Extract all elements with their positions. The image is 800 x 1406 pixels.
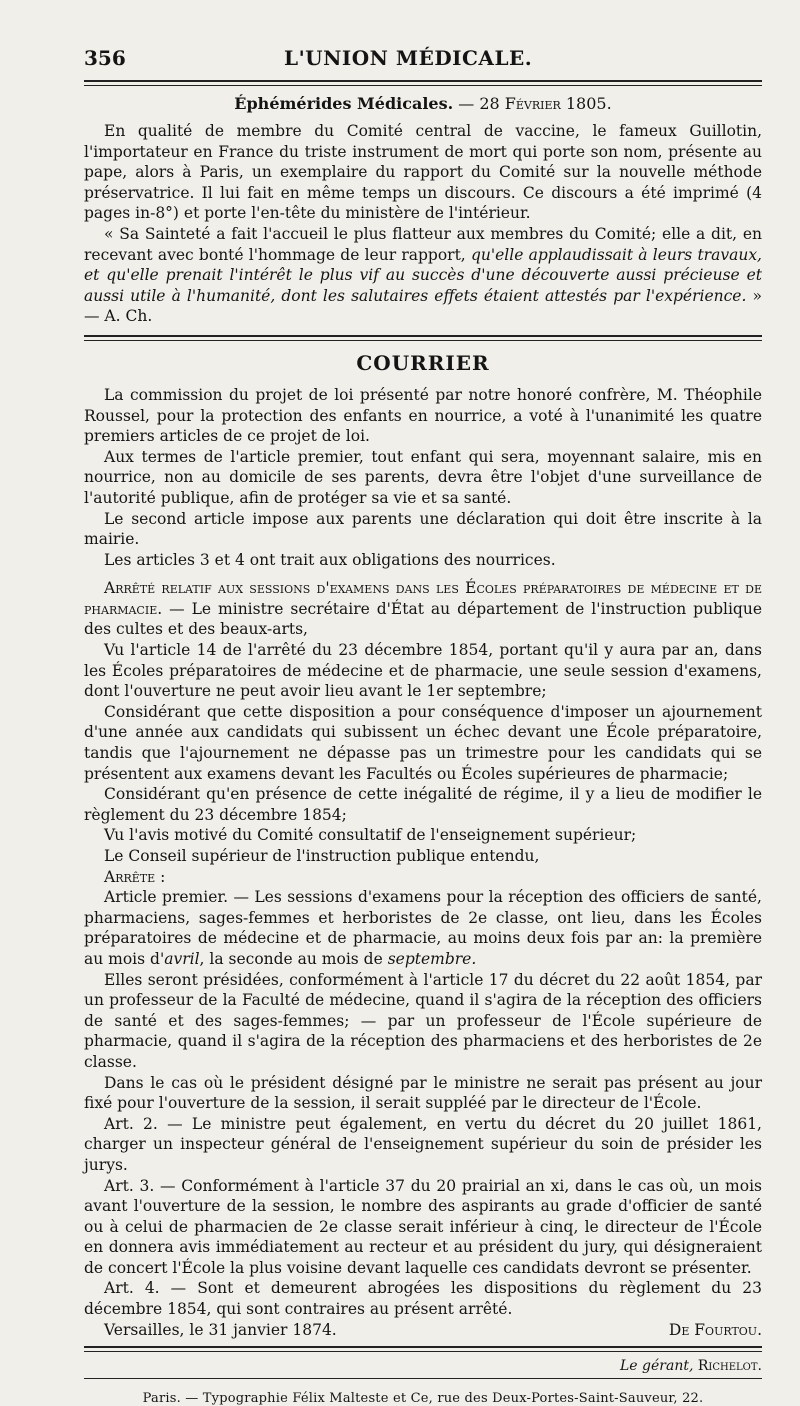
arrete-intro	[84, 578, 762, 640]
article-4: Art. 4. — Sont et demeurent abrogées les dispositions du règlement du 23 décembre 1854, qui sont contraires au présent arrêté.	[84, 1279, 762, 1319]
ephemerides-quote-start: « Sa Sainteté a fait l'accueil le plus flatteur aux membres du Comité; elle a dit, en recevant avec bonté l'hommage de leur rapport,	[84, 224, 762, 264]
header-rule	[84, 80, 762, 82]
arrete-heading: Arrêté relatif aux sessions d'examens dans les Écoles préparatoires de médecine et de pharmacie.	[84, 579, 762, 618]
courrier-paragraph-1: La commission du projet de loi présenté par notre honoré confrère, M. Théophile Roussel, pour la protection des enfants en nourrice, a voté à l'unanimité les quatre premiers articles de ce projet de loi.	[84, 385, 762, 446]
article-1-paragraph-2: Elles seront présidées, conformément à l'article 17 du décret du 22 août 1854, par un professeur de la Faculté de médecine, quand il s'agira de la réception des officiers de santé et des sages-femmes; — par un professeur de l'École supérieure de pharmacie, quand il s'agira de la réception des pharmaciens et des herboristes de 2e classe.	[84, 970, 762, 1071]
article-1-paragraph-3: Dans le cas où le président désigné par le ministre ne serait pas présent au jour fixé pour l'ouverture de la session, il serait suppléé par le directeur de l'École.	[84, 1073, 762, 1113]
place-date: Versailles, le 31 janvier 1874.	[104, 1320, 337, 1339]
page-number: 356	[84, 46, 126, 70]
arrete-vu-1: Vu l'article 14 de l'arrêté du 23 décembre 1854, portant qu'il y aura par an, dans les Écoles préparatoires de médecine et de pharmacie, une seule session d'examens, dont l'ouverture ne peut avoir lieu avant le 1er septembre;	[84, 641, 762, 701]
footer-divider	[84, 1346, 762, 1352]
article-1-text: Article premier. — Les sessions d'examens pour la réception des officiers de santé, pharmaciens, sages-femmes et herboristes de 2e classe, ont lieu, dans les Écoles préparatoires de médecine et de pharmacie, au moins deux fois par an: la première au mois d'	[84, 888, 762, 968]
article-1-month-2: septembre.	[387, 949, 477, 968]
footer-rule	[84, 1378, 762, 1379]
article-1-text-mid: , la seconde au mois de	[199, 949, 388, 968]
arrete-considerant-1: Considérant que cette disposition a pour conséquence d'imposer un ajournement d'une année aux candidats qui subissent un échec devant une École préparatoire, tandis que l'ajournement ne dépasse pas un trimestre pour les candidats qui se présentent aux examens devant les Facultés ou Écoles supérieures de pharmacie;	[84, 702, 762, 783]
ephemerides-title-date: — 28 Février 1805.	[453, 94, 612, 113]
courrier-paragraph-2: Aux termes de l'article premier, tout enfant qui sera, moyennant salaire, mis en nourrice, non au domicile de ses parents, devra être l'objet d'une surveillance de l'autorité publique, afin de protéger sa vie et sa santé.	[84, 447, 762, 507]
header-rule-thin	[84, 85, 762, 86]
arrete-label: Arrête :	[104, 867, 166, 886]
gerant-label: Le gérant,	[620, 1358, 694, 1375]
article-1-month-1: avril	[164, 949, 200, 968]
article-2: Art. 2. — Le ministre peut également, en vertu du décret du 20 juillet 1861, charger un inspecteur général de l'enseignement supérieur du soin de présider les jurys.	[84, 1114, 762, 1174]
ephemerides-title-main: Éphémérides Médicales.	[234, 94, 454, 113]
signatory: De Fourtou.	[668, 1320, 762, 1339]
ephemerides-quote-end: » — A. Ch.	[84, 286, 762, 326]
gerant-line	[84, 1358, 762, 1374]
arrete-vu-2: Vu l'avis motivé du Comité consultatif de l'enseignement supérieur;	[104, 826, 637, 845]
arrete-intro-text: — Le ministre secrétaire d'État au département de l'instruction publique des cultes et des beaux-arts,	[84, 599, 763, 639]
journal-title: L'UNION MÉDICALE.	[284, 46, 533, 70]
article-3: Art. 3. — Conformément à l'article 37 du 20 prairial an xi, dans le cas où, un mois avant l'ouverture de la session, le nombre des aspirants au grade d'officier de santé ou à celui de pharmacien de 2e classe serait inférieur à cinq, le directeur de l'École en donnera avis immédiatement au recteur et au président du jury, qui désigneraient de concert l'École la plus voisine devant laquelle ces candidats devront se présenter.	[84, 1176, 762, 1277]
gerant-name: Richelot.	[697, 1358, 762, 1375]
ephemerides-title	[84, 94, 762, 113]
arrete-conseil: Le Conseil supérieur de l'instruction publique entendu,	[104, 847, 540, 865]
courrier-paragraph-3: Le second article impose aux parents une déclaration qui doit être inscrite à la mairie.	[84, 509, 762, 549]
section-divider	[84, 335, 762, 341]
signature-line	[84, 1320, 762, 1341]
ephemerides-quote-italic: qu'elle applaudissait à leurs travaux, et qu'elle prenait l'intérêt le plus vif au succès d'une découverte aussi précieuse et aussi utile à l'humanité, dont les salutaires effets étaient attestés par l'expérience.	[84, 245, 762, 305]
courrier-paragraph-4: Les articles 3 et 4 ont trait aux obligations des nourrices.	[104, 550, 556, 569]
article-1-paragraph-1	[84, 887, 762, 969]
ephemerides-paragraph-2	[84, 224, 762, 327]
arrete-considerant-2: Considérant qu'en présence de cette inégalité de régime, il y a lieu de modifier le règlement du 23 décembre 1854;	[84, 785, 762, 824]
courrier-heading: COURRIER	[356, 350, 490, 375]
page-header	[84, 40, 762, 74]
printer-imprint: Paris. — Typographie Félix Malteste et Ce, rue des Deux-Portes-Saint-Sauveur, 22.	[142, 1391, 704, 1406]
ephemerides-paragraph-1: En qualité de membre du Comité central de vaccine, le fameux Guillotin, l'importateur en France du triste instrument de mort qui porte son nom, présente au pape, alors à Paris, un exemplaire du rapport du Comité sur la nouvelle méthode préservatrice. Il lui fait en même temps un discours. Ce discours a été imprimé (4 pages in-8°) et porte l'en-tête du ministère de l'intérieur.	[84, 122, 762, 223]
